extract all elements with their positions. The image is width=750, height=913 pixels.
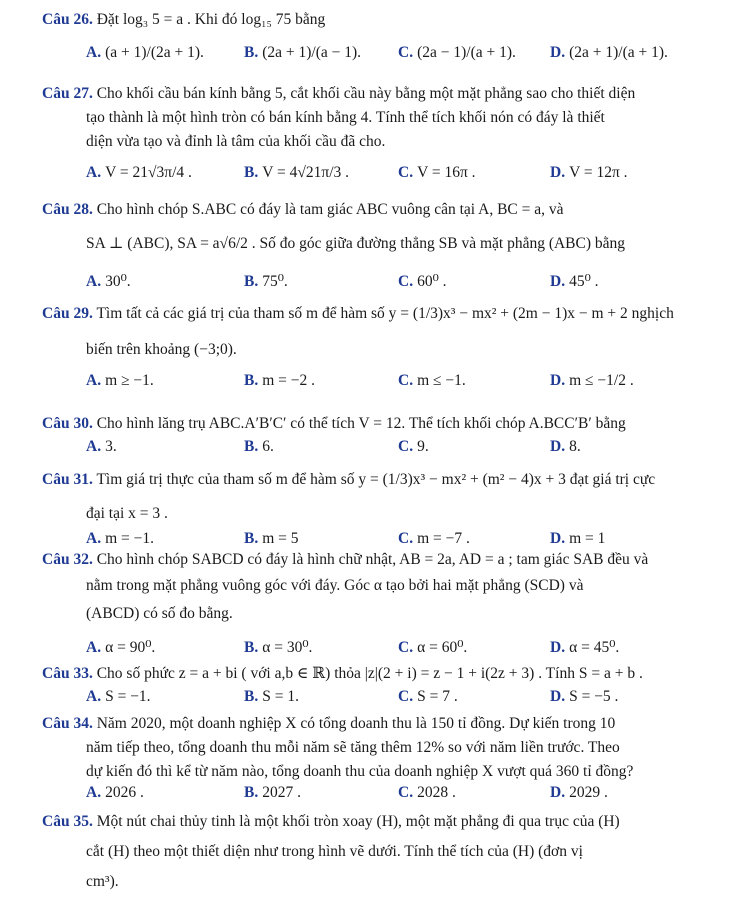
option-c: C. 2028 . [398,784,456,801]
question-text: Cho khối cầu bán kính bằng 5, cắt khối cầu này bằng một mặt phẳng sao cho thiết diện [96,85,636,102]
option-a: A. V = 21√3π/4 . [86,164,192,181]
option-d: D. (2a + 1)/(a + 1). [550,44,668,61]
question-35 [42,810,706,894]
option-b: B. (2a + 1)/(a − 1). [244,44,362,61]
question-text: năm tiếp theo, tổng doanh thu mỗi năm sẽ tăng thêm 12% so với năm liền trước. Theo [86,739,620,756]
options-27 [86,164,706,192]
option-d: D. 2029 . [550,784,608,801]
question-label: Câu 34. [42,715,93,732]
options-29 [86,372,706,400]
question-text: Cho hình chóp S.ABC có đáy là tam giác ABC vuông cân tại A, BC = a, và [96,201,564,218]
option-c: C. (2a − 1)/(a + 1). [398,44,516,61]
option-a: A. 2026 . [86,784,144,801]
question-label: Câu 30. [42,415,93,432]
question-33 [42,662,706,686]
option-d: D. α = 45⁰. [550,639,620,656]
option-d: D. 8. [550,438,581,455]
option-b: B. m = 5 [244,530,299,547]
question-text: Cho hình chóp SABCD có đáy là hình chữ nhật, AB = 2a, AD = a ; tam giác SAB đều và [96,551,649,568]
options-26 [86,44,706,72]
options-28 [86,272,706,300]
option-b: B. 6. [244,438,274,455]
option-b: B. m = −2 . [244,372,316,389]
question-label: Câu 29. [42,305,93,322]
question-text: SA ⊥ (ABC), SA = a√6/2 . Số đo góc giữa đường thẳng SB và mặt phẳng (ABC) bằng [86,235,626,252]
question-text: Một nút chai thủy tinh là một khối tròn xoay (H), một mặt phẳng đi qua trục của (H) [96,813,620,830]
question-text: dự kiến đó thì kể từ năm nào, tổng doanh thu của doanh nghiệp X vượt quá 360 tỉ đồng? [86,763,634,780]
question-label: Câu 31. [42,471,93,488]
option-a: A. α = 90⁰. [86,639,156,656]
question-26 [42,8,706,32]
question-text: diện vừa tạo và đỉnh là tâm của khối cầu đã cho. [86,133,386,150]
option-d: D. 45⁰ . [550,273,599,290]
question-30 [42,412,706,436]
question-text: nằm trong mặt phẳng vuông góc với đáy. Góc α tạo bởi hai mặt phẳng (SCD) và [86,577,584,594]
option-a: A. m ≥ −1. [86,372,154,389]
option-c: C. 9. [398,438,429,455]
question-text: Tìm tất cả các giá trị của tham số m để hàm số y = (1/3)x³ − mx² + (2m − 1)x − m + 2 nghịch [96,305,674,322]
question-label: Câu 33. [42,665,93,682]
options-30 [86,438,706,466]
options-34 [86,784,706,812]
question-text: biến trên khoảng (−3;0). [86,341,237,358]
option-d: D. m = 1 [550,530,606,547]
option-a: A. S = −1. [86,688,151,705]
question-32 [42,548,706,626]
question-label: Câu 32. [42,551,93,568]
option-c: C. S = 7 . [398,688,458,705]
question-text: cắt (H) theo một thiết diện như trong hình vẽ dưới. Tính thể tích của (H) (đơn vị [86,843,583,860]
option-b: B. α = 30⁰. [244,639,313,656]
question-31 [42,468,706,526]
option-a: A. (a + 1)/(2a + 1). [86,44,204,61]
question-text: đại tại x = 3 . [86,505,168,522]
question-28 [42,198,706,256]
question-text: tạo thành là một hình tròn có bán kính bằng 4. Tính thể tích khối nón có đáy là thiết [86,109,605,126]
question-label: Câu 35. [42,813,93,830]
option-c: C. m ≤ −1. [398,372,466,389]
option-b: B. S = 1. [244,688,299,705]
option-c: C. 60⁰ . [398,273,447,290]
question-label: Câu 27. [42,85,93,102]
question-34 [42,712,706,784]
option-d: D. S = −5 . [550,688,619,705]
question-text: cm³). [86,873,119,890]
question-text: Tìm giá trị thực của tham số m để hàm số y = (1/3)x³ − mx² + (m² − 4)x + 3 đạt giá trị cực [96,471,656,488]
question-29 [42,302,706,362]
question-label: Câu 26. [42,11,93,28]
option-d: D. m ≤ −1/2 . [550,372,634,389]
option-a: A. 30⁰. [86,273,131,290]
option-c: C. m = −7 . [398,530,470,547]
option-b: B. 75⁰. [244,273,288,290]
option-a: A. 3. [86,438,117,455]
option-b: B. V = 4√21π/3 . [244,164,350,181]
question-text: Cho số phức z = a + bi ( với a,b ∈ ℝ) thỏa |z|(2 + i) = z − 1 + i(2z + 3) . Tính S = a + b . [96,665,643,682]
question-27 [42,82,706,154]
question-text: Năm 2020, một doanh nghiệp X có tổng doanh thu là 150 tỉ đồng. Dự kiến trong 10 [96,715,616,732]
option-a: A. m = −1. [86,530,154,547]
option-c: C. α = 60⁰. [398,639,468,656]
option-b: B. 2027 . [244,784,301,801]
question-text: Đặt log₃ 5 = a . Khi đó log₁₅ 75 bằng [96,11,326,28]
option-c: C. V = 16π . [398,164,476,181]
question-text: Cho hình lăng trụ ABC.A′B′C′ có thể tích V = 12. Thể tích khối chóp A.BCC′B′ bằng [96,415,626,432]
question-text: (ABCD) có số đo bằng. [86,605,233,622]
option-d: D. V = 12π . [550,164,628,181]
question-label: Câu 28. [42,201,93,218]
